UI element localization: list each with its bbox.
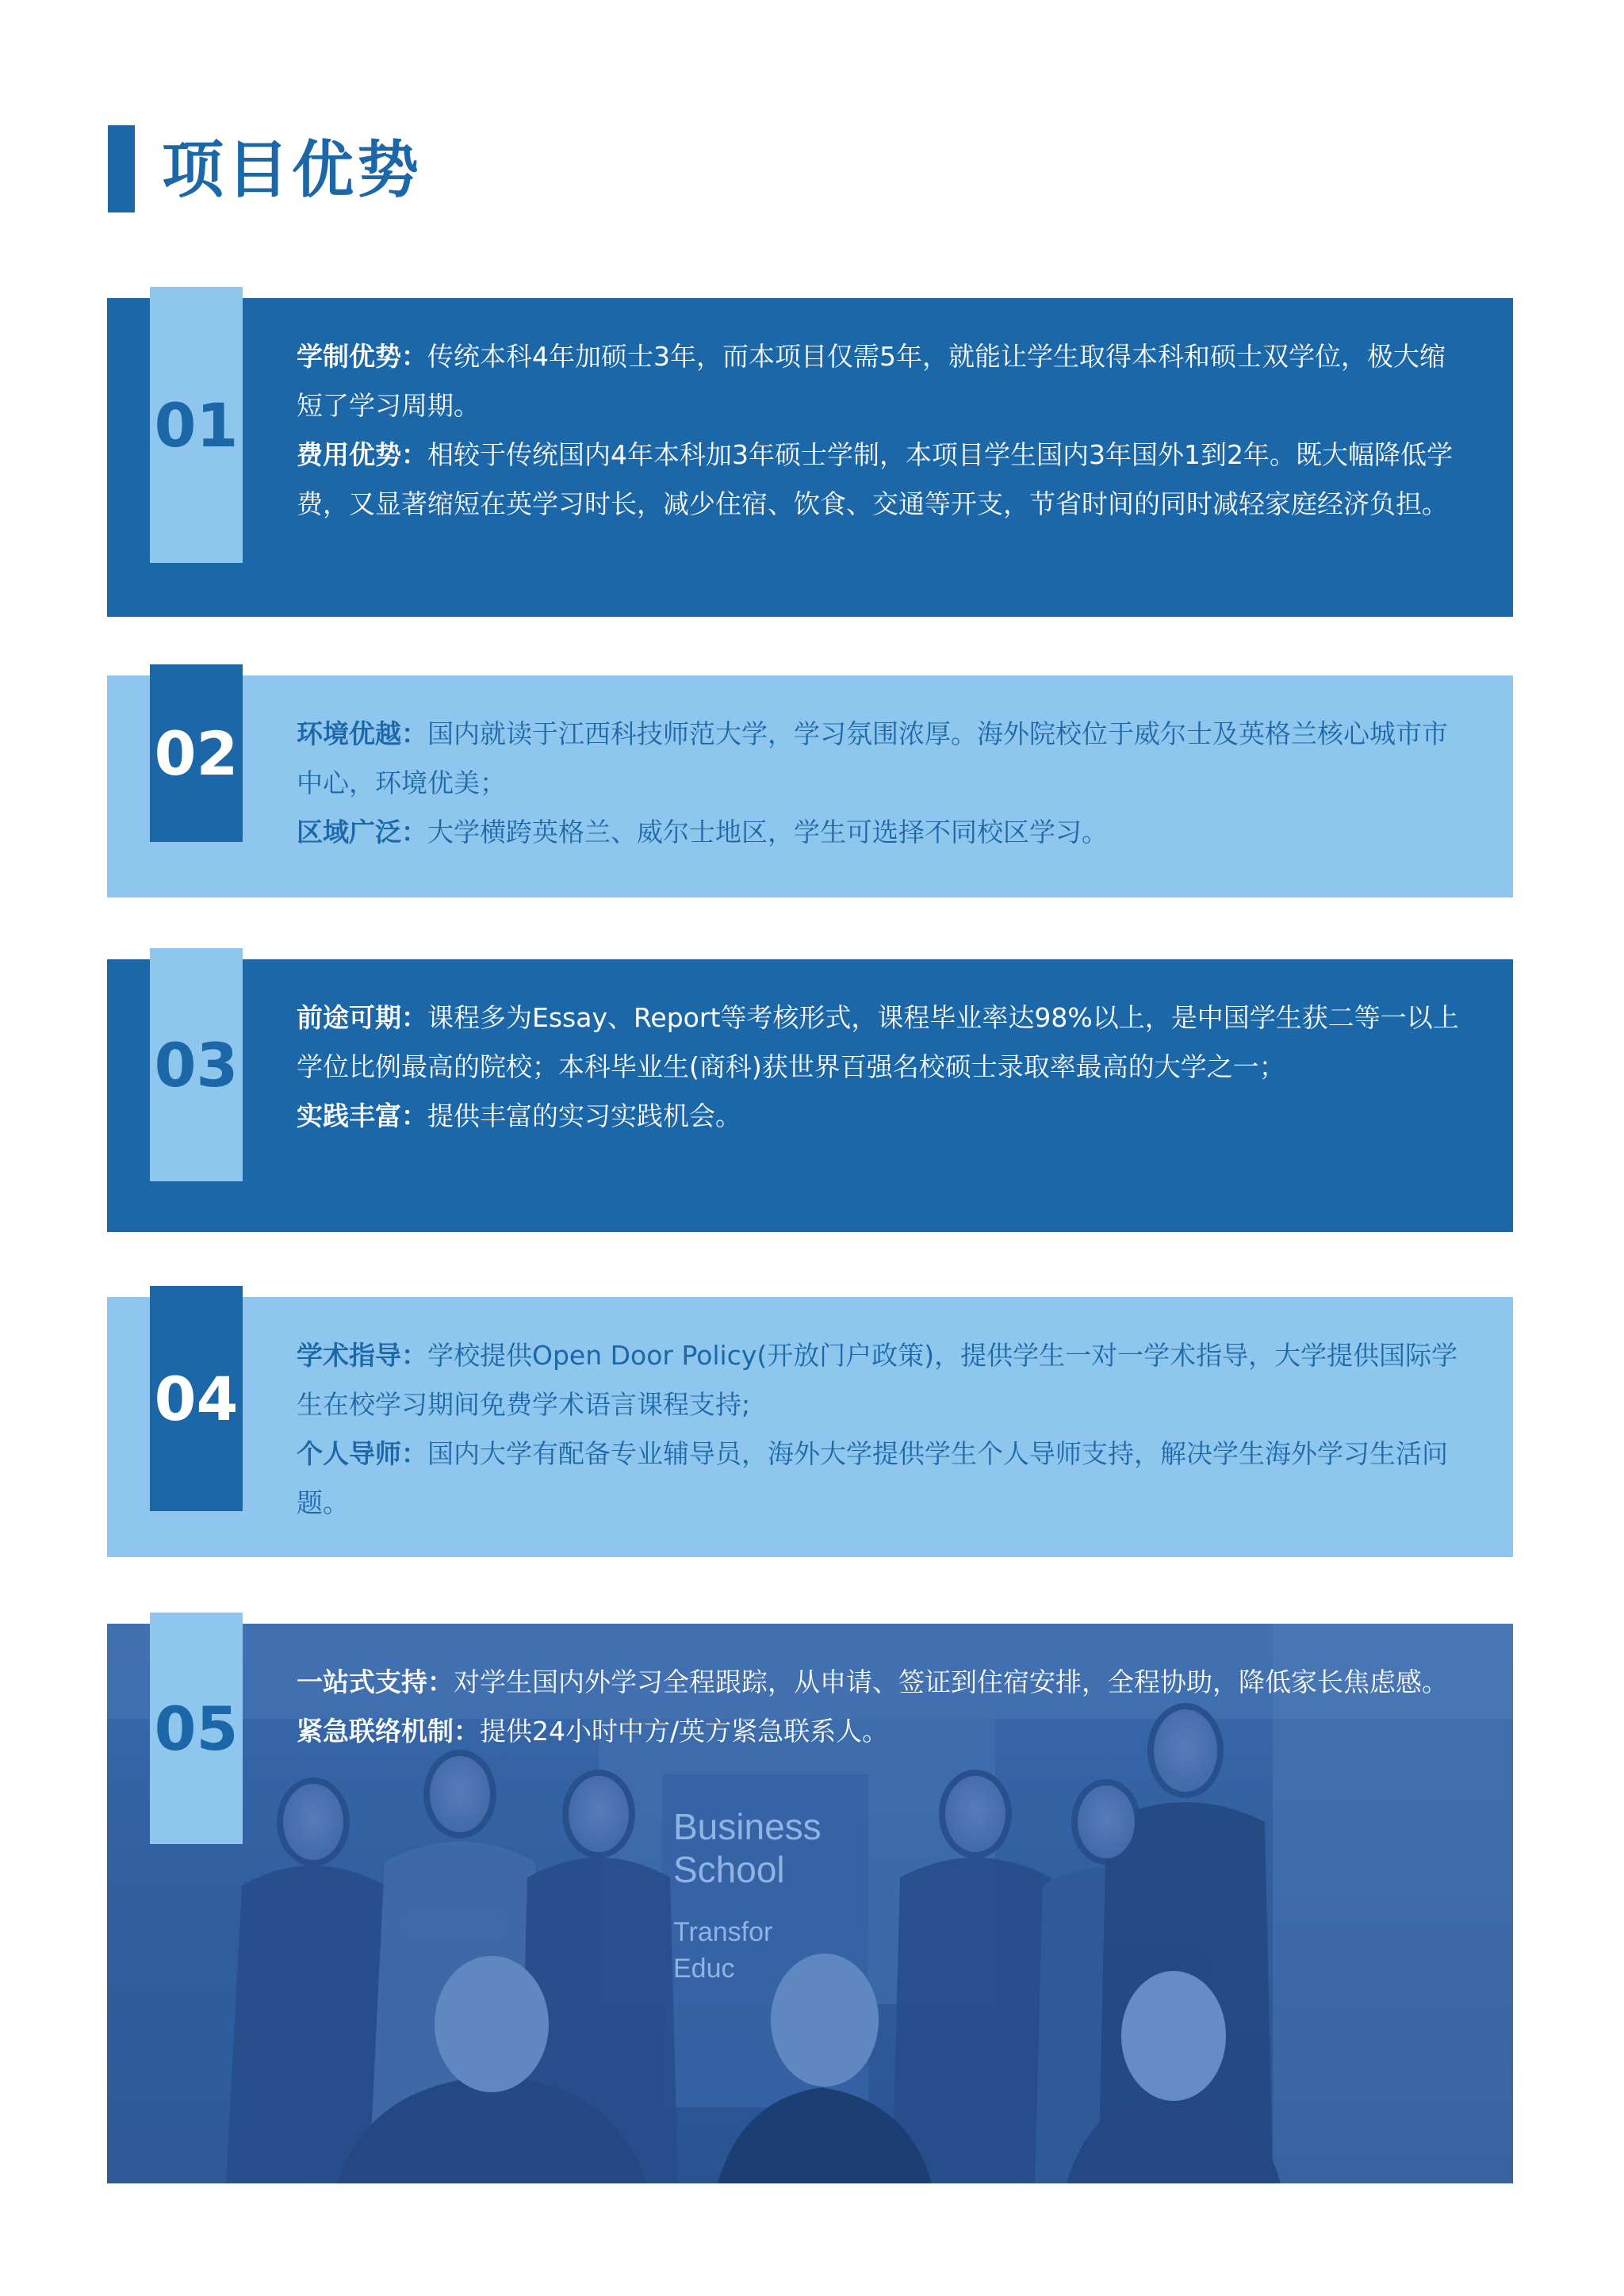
paragraph-label: 个人导师 [297,1438,401,1469]
card-number-01: 01 [150,287,243,563]
card-number-05: 05 [150,1613,243,1844]
paragraph-label: 一站式支持 [297,1667,427,1697]
signage-education: Educ [673,1954,735,1984]
card-text-04 [297,1331,1462,1528]
paragraph: 前途可期：课程多为Essay、Report等考核形式，课程毕业率达98%以上，是中国学生获二等一以上学位比例最高的院校；本科毕业生(商科)获世界百强名校硕士录取率最高的大学之一； [297,1002,1459,1082]
paragraph-text: 提供丰富的实习实践机会。 [427,1100,741,1131]
paragraph-text: 相较于传统国内4年本科加3年硕士学制，本项目学生国内3年国外1到2年。既大幅降低学费，又显著缩短在英学习时长，减少住宿、饮食、交通等开支，节省时间的同时减轻家庭经济负担。 [297,439,1453,519]
card-text-02 [297,710,1462,857]
paragraph-text: 传统本科4年加硕士3年，而本项目仅需5年，就能让学生取得本科和硕士双学位，极大缩短了学习周期。 [297,341,1446,421]
paragraph-label: 学术指导 [297,1340,401,1371]
paragraph-label: 环境优越 [297,718,401,749]
paragraph-label: 实践丰富 [297,1100,401,1131]
paragraph-text: 对学生国内外学习全程跟踪，从申请、签证到住宿安排，全程协助，降低家长焦虑感。 [454,1667,1448,1697]
paragraph-label: 区域广泛 [297,817,401,848]
title-accent-bar [108,125,135,212]
paragraph: 个人导师：国内大学有配备专业辅导员，海外大学提供学生个人导师支持，解决学生海外学习生活问题。 [297,1438,1448,1518]
paragraph: 学术指导：学校提供Open Door Policy(开放门户政策)，提供学生一对一学术指导，大学提供国际学生在校学习期间免费学术语言课程支持; [297,1340,1458,1420]
page-title: 项目优势 [162,135,423,206]
signage-transforming: Transfor [673,1917,773,1947]
paragraph-text: 提供24小时中方/英方紧急联系人。 [480,1716,889,1747]
paragraph-text: 课程多为Essay、Report等考核形式，课程毕业率达98%以上，是中国学生获二等一以上学位比例最高的院校；本科毕业生(商科)获世界百强名校硕士录取率最高的大学之一； [297,1002,1459,1082]
paragraph-label: 前途可期 [297,1002,401,1033]
signage-business: Business [673,1806,822,1847]
paragraph: 学制优势：传统本科4年加硕士3年，而本项目仅需5年，就能让学生取得本科和硕士双学位，极大缩短了学习周期。 [297,341,1446,421]
paragraph-label: 费用优势 [297,439,401,470]
card-text-03 [297,993,1462,1141]
paragraph: 实践丰富：提供丰富的实习实践机会。 [297,1100,741,1131]
card-number-04: 04 [150,1286,243,1511]
paragraph-text: 国内大学有配备专业辅导员，海外大学提供学生个人导师支持，解决学生海外学习生活问题。 [297,1438,1448,1518]
card-number-02: 02 [150,664,243,842]
paragraph: 紧急联络机制：提供24小时中方/英方紧急联系人。 [297,1716,889,1747]
paragraph-label: 学制优势 [297,341,401,372]
paragraph-text: 学校提供Open Door Policy(开放门户政策)，提供学生一对一学术指导，大学提供国际学生在校学习期间免费学术语言课程支持; [297,1340,1458,1420]
card-text-01 [297,332,1462,529]
paragraph: 环境优越：国内就读于江西科技师范大学，学习氛围浓厚。海外院校位于威尔士及英格兰核心城市市中心，环境优美； [297,718,1448,798]
card-text-05 [297,1658,1462,1756]
paragraph: 区域广泛：大学横跨英格兰、威尔士地区，学生可选择不同校区学习。 [297,817,1108,848]
signage-school: School [673,1849,785,1890]
paragraph: 费用优势：相较于传统国内4年本科加3年硕士学制，本项目学生国内3年国外1到2年。既大幅降低学费，又显著缩短在英学习时长，减少住宿、饮食、交通等开支，节省时间的同时减轻家庭经济负担。 [297,439,1453,519]
card-number-03: 03 [150,948,243,1181]
paragraph-text: 国内就读于江西科技师范大学，学习氛围浓厚。海外院校位于威尔士及英格兰核心城市市中心，环境优美； [297,718,1448,798]
paragraph: 一站式支持：对学生国内外学习全程跟踪，从申请、签证到住宿安排，全程协助，降低家长焦虑感。 [297,1667,1448,1697]
paragraph-label: 紧急联络机制 [297,1716,454,1747]
paragraph-text: 大学横跨英格兰、威尔士地区，学生可选择不同校区学习。 [427,817,1108,848]
